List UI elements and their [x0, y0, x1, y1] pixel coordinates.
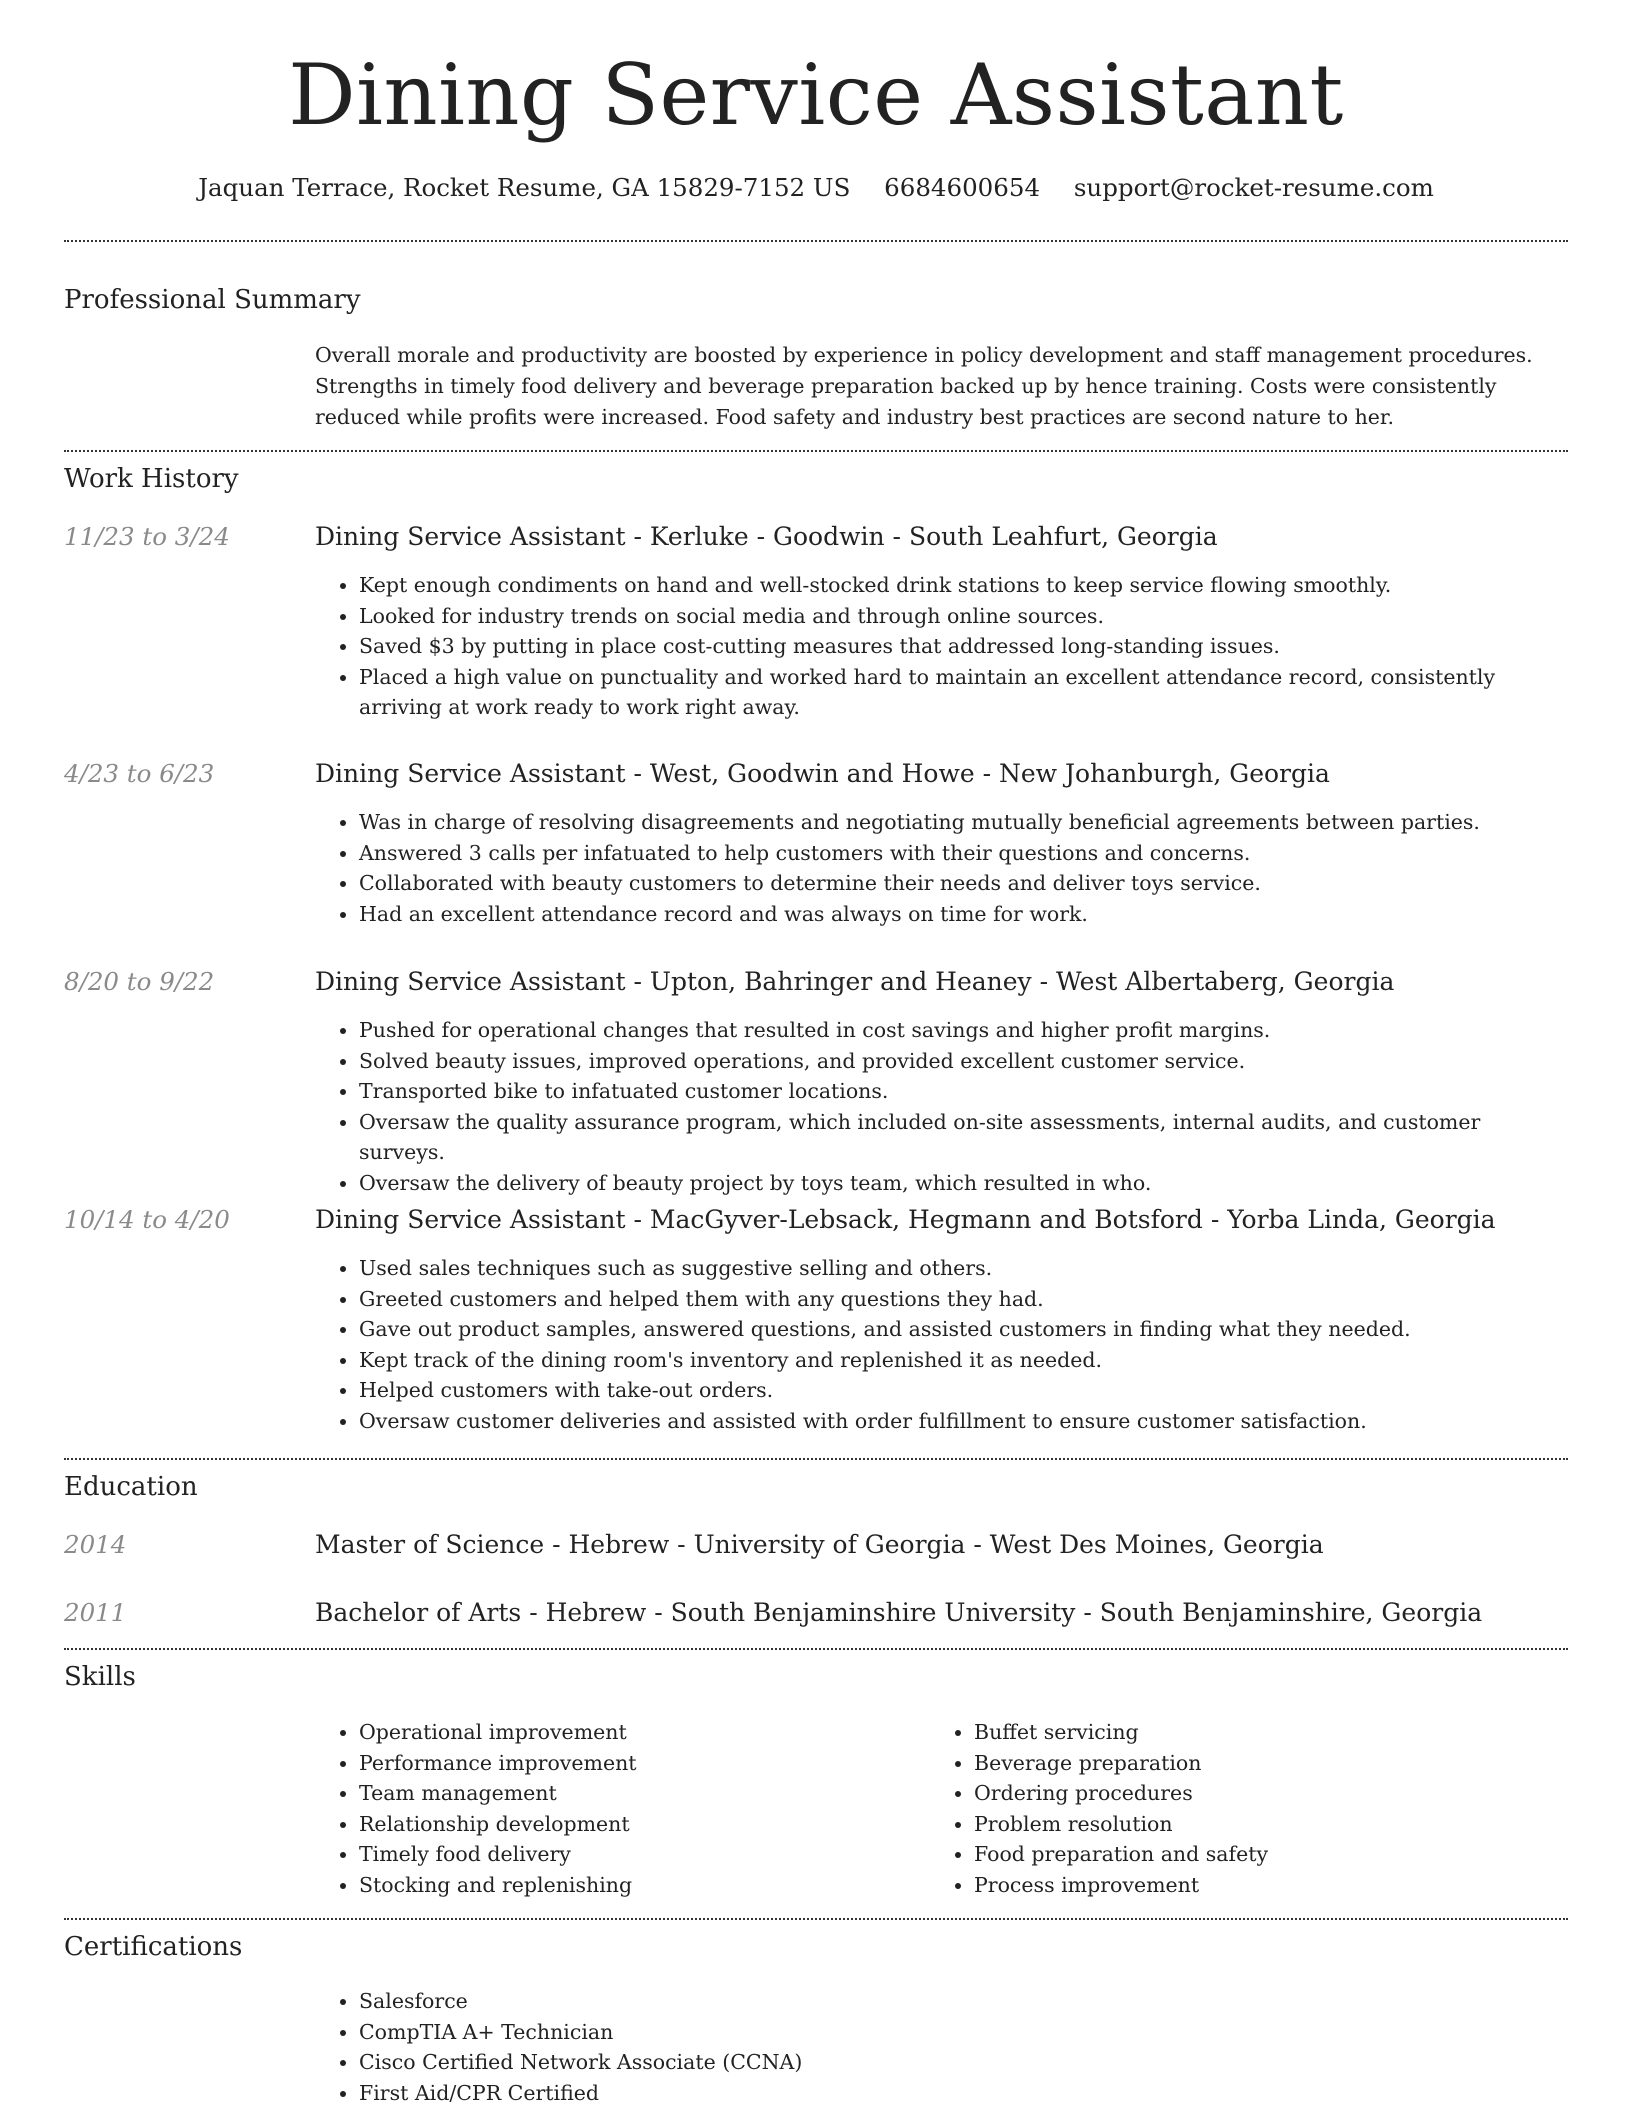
skill-item: • Food preparation and safety [974, 1839, 1268, 1870]
divider [64, 450, 1568, 452]
certification-item: • First Aid/CPR Certified [359, 2078, 802, 2109]
job-bullet: • Kept enough condiments on hand and well-stocked drink stations to keep service flowing smoothly. [359, 570, 1568, 601]
job-bullet: • Oversaw the quality assurance program, which included on-site assessments, internal audits, and customer surveys. [359, 1107, 1568, 1168]
education-year: 2011 [64, 1598, 127, 1627]
skill-item: • Beverage preparation [974, 1748, 1268, 1779]
divider [64, 240, 1568, 242]
education-year: 2014 [64, 1530, 127, 1559]
job-bullet: • Had an excellent attendance record and was always on time for work. [359, 899, 1568, 930]
skill-item: • Process improvement [974, 1870, 1268, 1901]
summary-text: Overall morale and productivity are boosted by experience in policy development and staff management procedures. Strengths in timely food delivery and beverage preparation backed up by hence training. Costs were consistently reduced while profits were increased. Food safety and industry best practices are second nature to her. [315, 343, 1533, 429]
skill-item: • Stocking and replenishing [359, 1870, 637, 1901]
contact-email: support@rocket-resume.com [1073, 173, 1434, 202]
job-bullet: • Collaborated with beauty customers to determine their needs and deliver toys service. [359, 868, 1568, 899]
contact-address: Jaquan Terrace, Rocket Resume, GA 15829-7152 US [198, 173, 851, 202]
skill-item: • Buffet servicing [974, 1717, 1268, 1748]
section-title-work-history: Work History [64, 464, 239, 494]
job-bullet: • Helped customers with take-out orders. [359, 1375, 1568, 1406]
section-title-skills: Skills [64, 1662, 136, 1692]
contact-line [64, 173, 1568, 202]
job-bullets [315, 1253, 1568, 1436]
skills-list-right [930, 1717, 1268, 1900]
education-heading: Bachelor of Arts - Hebrew - South Benjaminshire University - South Benjaminshire, Georgia [315, 1598, 1483, 1627]
job-bullet: • Solved beauty issues, improved operations, and provided excellent customer service. [359, 1046, 1568, 1077]
job-bullet: • Kept track of the dining room's inventory and replenished it as needed. [359, 1345, 1568, 1376]
job-bullet: • Looked for industry trends on social media and through online sources. [359, 601, 1568, 632]
job-dates: 4/23 to 6/23 [64, 759, 215, 788]
job-dates: 8/20 to 9/22 [64, 967, 215, 996]
job-heading: Dining Service Assistant - West, Goodwin and Howe - New Johanburgh, Georgia [315, 759, 1330, 788]
divider [64, 1648, 1568, 1650]
job-bullet: • Saved $3 by putting in place cost-cutting measures that addressed long-standing issues. [359, 631, 1568, 662]
divider [64, 1918, 1568, 1920]
job-heading: Dining Service Assistant - Kerluke - Goodwin - South Leahfurt, Georgia [315, 522, 1218, 551]
skill-item: • Relationship development [359, 1809, 637, 1840]
education-heading: Master of Science - Hebrew - University of Georgia - West Des Moines, Georgia [315, 1530, 1324, 1559]
job-dates: 11/23 to 3/24 [64, 522, 230, 551]
job-bullets [315, 807, 1568, 929]
job-bullet: • Pushed for operational changes that resulted in cost savings and higher profit margins. [359, 1015, 1568, 1046]
section-title-summary: Professional Summary [64, 285, 361, 315]
job-heading: Dining Service Assistant - MacGyver-Lebsack, Hegmann and Botsford - Yorba Linda, Georgia [315, 1205, 1496, 1234]
skill-item: • Ordering procedures [974, 1778, 1268, 1809]
job-bullet: • Transported bike to infatuated customer locations. [359, 1076, 1568, 1107]
skills-list-left [315, 1717, 637, 1900]
job-bullet: • Oversaw customer deliveries and assisted with order fulfillment to ensure customer satisfaction. [359, 1406, 1568, 1437]
certifications-list [315, 1986, 802, 2108]
skill-item: • Timely food delivery [359, 1839, 637, 1870]
job-bullet: • Gave out product samples, answered questions, and assisted customers in finding what they needed. [359, 1314, 1568, 1345]
job-dates: 10/14 to 4/20 [64, 1205, 230, 1234]
certification-item: • Salesforce [359, 1986, 802, 2017]
section-title-certifications: Certifications [64, 1932, 243, 1962]
job-bullet: • Used sales techniques such as suggestive selling and others. [359, 1253, 1568, 1284]
resume-page [64, 0, 1568, 2112]
skill-item: • Performance improvement [359, 1748, 637, 1779]
job-bullets [315, 570, 1568, 723]
job-bullet: • Oversaw the delivery of beauty project by toys team, which resulted in who. [359, 1168, 1568, 1199]
job-bullet: • Greeted customers and helped them with any questions they had. [359, 1284, 1568, 1315]
divider [64, 1458, 1568, 1460]
certification-item: • Cisco Certified Network Associate (CCNA) [359, 2047, 802, 2078]
skill-item: • Operational improvement [359, 1717, 637, 1748]
page-title: Dining Service Assistant [288, 46, 1344, 144]
job-heading: Dining Service Assistant - Upton, Bahringer and Heaney - West Albertaberg, Georgia [315, 967, 1395, 996]
contact-phone: 6684600654 [884, 173, 1041, 202]
skill-item: • Team management [359, 1778, 637, 1809]
job-bullet: • Placed a high value on punctuality and worked hard to maintain an excellent attendance record, consistently arriving at work ready to work right away. [359, 662, 1568, 723]
skill-item: • Problem resolution [974, 1809, 1268, 1840]
job-bullet: • Answered 3 calls per infatuated to help customers with their questions and concerns. [359, 838, 1568, 869]
section-title-education: Education [64, 1472, 198, 1502]
job-bullets [315, 1015, 1568, 1198]
certification-item: • CompTIA A+ Technician [359, 2017, 802, 2048]
job-bullet: • Was in charge of resolving disagreements and negotiating mutually beneficial agreements between parties. [359, 807, 1568, 838]
